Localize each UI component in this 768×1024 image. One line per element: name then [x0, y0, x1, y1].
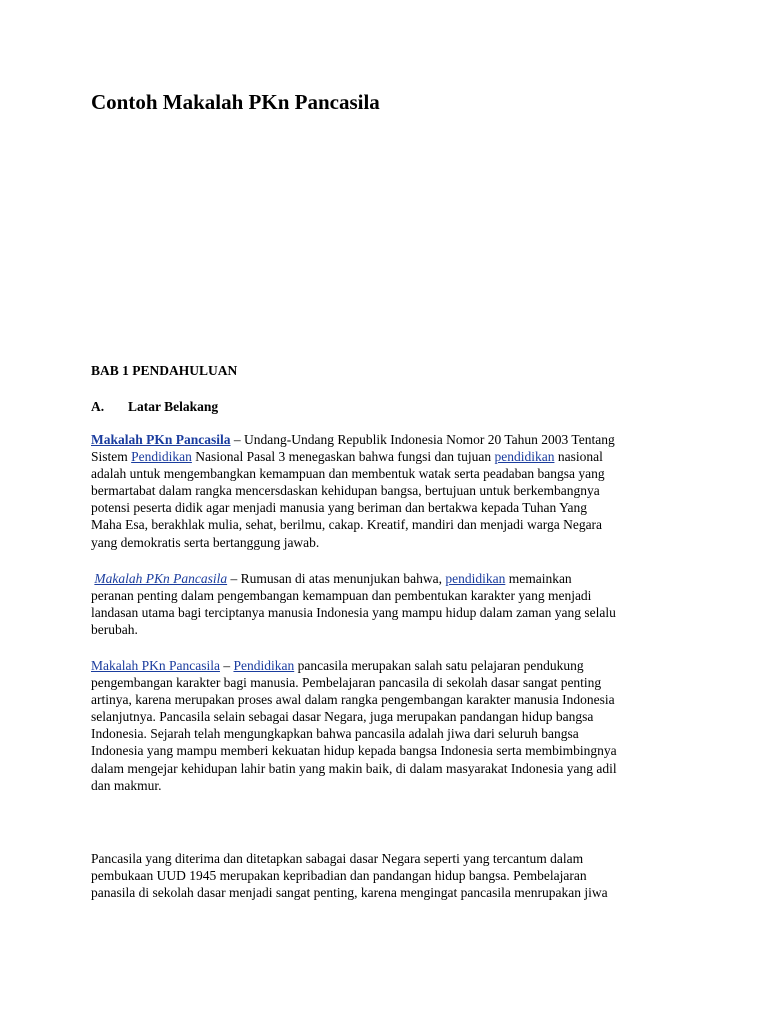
section-heading	[91, 398, 218, 415]
pendidikan-link[interactable]: pendidikan	[494, 449, 555, 465]
pendidikan-link[interactable]: Pendidikan	[131, 449, 192, 465]
paragraph-1	[91, 431, 691, 551]
paragraph-line	[91, 570, 691, 587]
paragraph-text: – Rumusan di atas menunjukan bahwa,	[227, 571, 446, 586]
paragraph-4	[91, 850, 691, 901]
paragraph-line: landasan utama bagi terciptanya manusia Indonesia yang mampu hidup dalam zaman yang selalu	[91, 605, 616, 621]
pendidikan-link[interactable]: pendidikan	[445, 571, 506, 586]
paragraph-line: Indonesia yang mampu memberi kekuatan hidup kepada bangsa Indonesia serta membimbingnya	[91, 743, 617, 759]
paragraph-text: Sistem	[91, 449, 132, 465]
paragraph-line: dan makmur.	[91, 777, 162, 793]
paragraph-text: Nasional Pasal 3 menegaskan bahwa fungsi dan tujuan	[191, 449, 495, 465]
paragraph-line: Maha Esa, berakhlak mulia, sehat, berilmu, cakap. Kreatif, mandiri dan menjadi warga Negara	[91, 517, 603, 533]
paragraph-line: dalam mengejar kehidupan lahir batin yang makin baik, di dalam masyarakat Indonesia yang adil	[91, 760, 617, 776]
paragraph-line: selanjutnya. Pancasila selain sebagai dasar Negara, juga merupakan pandangan hidup bangsa	[91, 709, 594, 725]
paragraph-text: nasional	[554, 449, 603, 465]
paragraph-line: berubah.	[91, 622, 138, 638]
makalah-link[interactable]: Makalah PKn Pancasila	[94, 571, 228, 586]
paragraph-line: Pancasila yang diterima dan ditetapkan sabagai dasar Negara seperti yang tercantum dalam	[91, 851, 584, 866]
paragraph-text: pancasila merupakan salah satu pelajaran pendukung	[294, 658, 584, 673]
makalah-link[interactable]: Makalah PKn Pancasila	[91, 658, 220, 673]
paragraph-line: pengembangan karakter bagi manusia. Pembelajaran pancasila di sekolah dasar sangat penting	[91, 675, 602, 691]
paragraph-text: – Undang-Undang Republik Indonesia Nomor 20 Tahun 2003 Tentang	[230, 432, 615, 447]
paragraph-2	[91, 570, 691, 638]
paragraph-line	[91, 657, 691, 674]
paragraph-line: bermartabat dalam rangka mencersdaskan kehidupan bangsa, bertujuan untuk berkembangnya	[91, 483, 600, 499]
paragraph-line: pembukaan UUD 1945 merupakan kepribadian dan pandangan hidup bangsa. Pembelajaran	[91, 868, 587, 884]
paragraph-line: peranan penting dalam pengembangan kemampuan dan pembentukan karakter yang menjadi	[91, 588, 592, 604]
makalah-link[interactable]: Makalah PKn Pancasila	[91, 432, 231, 447]
paragraph-line: Indonesia. Sejarah telah mengungkapkan bahwa pancasila adalah jiwa dari seluruh bangsa	[91, 726, 579, 742]
paragraph-text: memainkan	[505, 571, 572, 586]
section-label: Latar Belakang	[128, 399, 219, 414]
paragraph-line: potensi peserta didik agar menjadi manusia yang beriman dan bertakwa kepada Tuhan Yang	[91, 500, 587, 516]
section-number: A.	[91, 399, 105, 414]
paragraph-line: artinya, karena merupakan proses awal dalam rangka pengembangan karakter manusia Indonesia	[91, 692, 615, 708]
paragraph-text: –	[219, 658, 234, 673]
paragraph-3	[91, 657, 691, 794]
pendidikan-link[interactable]: Pendidikan	[233, 658, 295, 673]
chapter-heading: BAB 1 PENDAHULUAN	[91, 363, 238, 378]
paragraph-line: adalah untuk mengembangkan kemampuan dan membentuk watak serta peadaban bangsa yang	[91, 466, 605, 482]
paragraph-line	[91, 448, 691, 465]
paragraph-line: yang demokratis serta bertanggung jawab.	[91, 534, 320, 550]
paragraph-line: panasila di sekolah dasar menjadi sangat penting, karena mengingat pancasila menrupakan jiwa	[91, 885, 608, 901]
document-title: Contoh Makalah PKn Pancasila	[91, 90, 380, 114]
paragraph-line	[91, 431, 691, 448]
